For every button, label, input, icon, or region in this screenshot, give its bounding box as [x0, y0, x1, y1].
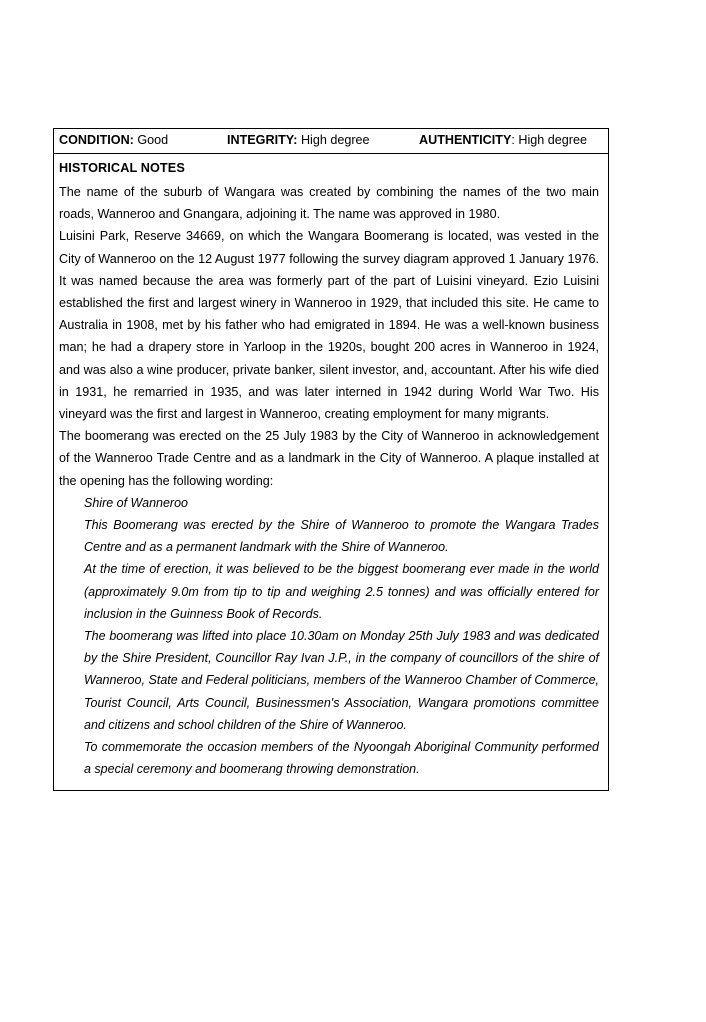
notes-paragraph: The name of the suburb of Wangara was created by combining the names of the two main roads, Wanneroo and Gnangara, adjoining it. The name was approved in 1980. — [59, 185, 599, 222]
plaque-line: Shire of Wanneroo — [84, 495, 188, 510]
plaque-wording-block — [59, 492, 600, 781]
authenticity-label: AUTHENTICITY — [419, 133, 512, 147]
plaque-line: To commemorate the occasion members of the Nyoongah Aboriginal Community performed a special ceremony and boomerang throwing demonstration. — [84, 740, 599, 777]
historical-notes-heading: HISTORICAL NOTES — [59, 161, 185, 175]
condition-cell — [59, 132, 227, 149]
authenticity-value: : High degree — [511, 133, 587, 147]
plaque-line: This Boomerang was erected by the Shire of Wanneroo to promote the Wangara Trades Centre and as a permanent landmark with the Shire of Wanneroo. — [84, 518, 599, 555]
integrity-value: High degree — [300, 133, 370, 147]
authenticity-cell — [419, 132, 587, 149]
status-summary-row — [54, 129, 608, 154]
notes-paragraph: The boomerang was erected on the 25 July 1983 by the City of Wanneroo in acknowledgement of the Wanneroo Trade Centre and as a landmark in the City of Wanneroo. A plaque installed at the opening has the following wording: — [59, 429, 599, 488]
condition-label: CONDITION: — [59, 133, 134, 147]
notes-paragraph: Luisini Park, Reserve 34669, on which the Wangara Boomerang is located, was vested in the City of Wanneroo on the 12 August 1977 following the survey diagram approved 1 January 1976. It was named because the area was formerly part of the part of Luisini vineyard. Ezio Luisini established the first and largest winery in Wanneroo in 1929, that included this site. He came to Australia in 1908, met by his father who had emigrated in 1894. He was a well-known business man; he had a drapery store in Yarloop in the 1920s, bought 200 acres in Wanneroo in 1924, and was also a wine producer, private banker, silent investor, and, accountant. After his wife died in 1931, he remarried in 1935, and was later interned in 1942 during World War Two. His vineyard was the first and largest in Wanneroo, creating employment for many migrants. — [59, 229, 599, 422]
condition-value-text: Good — [137, 133, 169, 147]
plaque-line: At the time of erection, it was believed to be the biggest boomerang ever made in the world (approximately 9.0m from tip to tip and weighing 2.5 tonnes) and was officially entered for inclusion in the Guinness Book of Records. — [84, 562, 599, 621]
historical-notes-cell — [54, 154, 608, 790]
heritage-record-table — [53, 128, 609, 791]
plaque-line: The boomerang was lifted into place 10.30am on Monday 25th July 1983 and was dedicated by the Shire President, Councillor Ray Ivan J.P., in the company of councillors of the shire of Wanneroo, State and Federal politicians, members of the Wanneroo Chamber of Commerce, Tourist Council, Arts Council, Businessmen's Association, Wangara promotions committee and citizens and school children of the Shire of Wanneroo. — [84, 629, 599, 732]
integrity-cell — [227, 132, 419, 149]
integrity-label: INTEGRITY: — [227, 133, 298, 147]
